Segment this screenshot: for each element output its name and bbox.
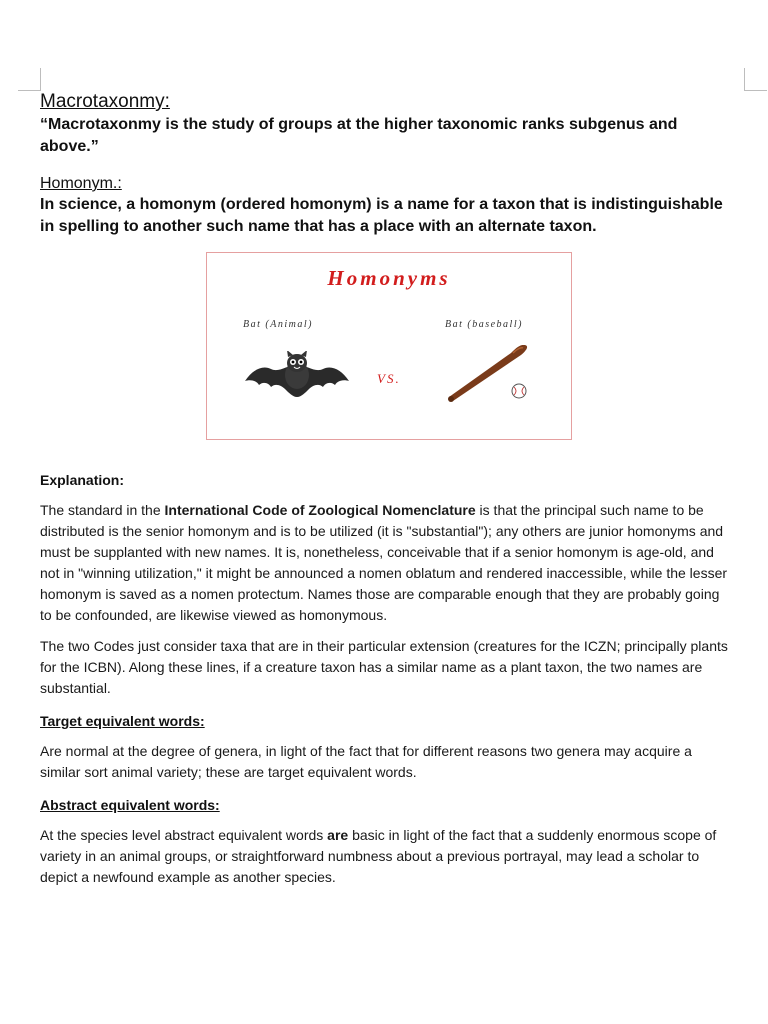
homonyms-figure [206, 252, 572, 440]
figure-title: Homonyms [327, 266, 451, 290]
homonym-heading: Homonym.: [40, 175, 122, 192]
macrotaxonomy-definition: “Macrotaxonmy is the study of groups at the higher taxonomic ranks subgenus and above.” [40, 116, 678, 155]
figure-label-animal: Bat (Animal) [243, 319, 313, 330]
page-corner-mark-top-right [744, 68, 767, 91]
para1-text-a: The standard in the [40, 502, 165, 518]
document-page [40, 90, 730, 888]
figure-vs-label: VS. [377, 371, 401, 386]
abstract-equivalent-heading: Abstract equivalent words: [40, 797, 220, 813]
figure-label-baseball: Bat (baseball) [445, 319, 523, 330]
explanation-heading: Explanation: [40, 472, 125, 488]
explanation-paragraph-1 [40, 500, 730, 626]
abstract-text-c: basic in light of the fact that a suddenly enormous scope of variety in an animal groups, or straightforward numbness about a previous portrayal, may lead a scholar to depict a newfound example as another species. [40, 827, 717, 885]
abstract-equivalent-text [40, 825, 730, 888]
macrotaxonomy-heading: Macrotaxonmy: [40, 91, 170, 112]
abstract-text-b: are [327, 827, 349, 843]
para1-text-c: is that the principal such name to be distributed is the senior homonym and is to be utilized (it is "substantial"); any others are junior homonyms and must be supplanted with new names. It is, nonetheless, conceivable that if a senior homonym is age-old, and not in "winning utilization," it might be announced a nomen oblatum and rendered inaccessible, while the lesser homonym is saved as a nomen protectum. Names those are comparable enough that they are probably going to be confounded, are likewise viewed as homonymous. [40, 502, 728, 623]
abstract-text-a: At the species level abstract equivalent words [40, 827, 328, 843]
homonym-definition: In science, a homonym (ordered homonym) is a name for a taxon that is indistinguishable in spelling to another such name that has a place with an alternate taxon. [40, 196, 723, 235]
target-equivalent-text: Are normal at the degree of genera, in light of the fact that for different reasons two genera may acquire a similar sort animal variety; these are target equivalent words. [40, 743, 692, 780]
bat-animal-icon [243, 351, 351, 403]
target-equivalent-heading: Target equivalent words: [40, 713, 205, 729]
baseball-icon [512, 384, 526, 398]
baseball-bat-icon [443, 345, 543, 405]
page-corner-mark-top-left [18, 68, 41, 91]
explanation-paragraph-2: The two Codes just consider taxa that are in their particular extension (creatures for the ICZN; principally plants for the ICBN). Along these lines, if a creature taxon has a similar name as a plant taxon, the two names are substantial. [40, 638, 728, 696]
iczn-name: International Code of Zoological Nomenclature [164, 502, 476, 518]
